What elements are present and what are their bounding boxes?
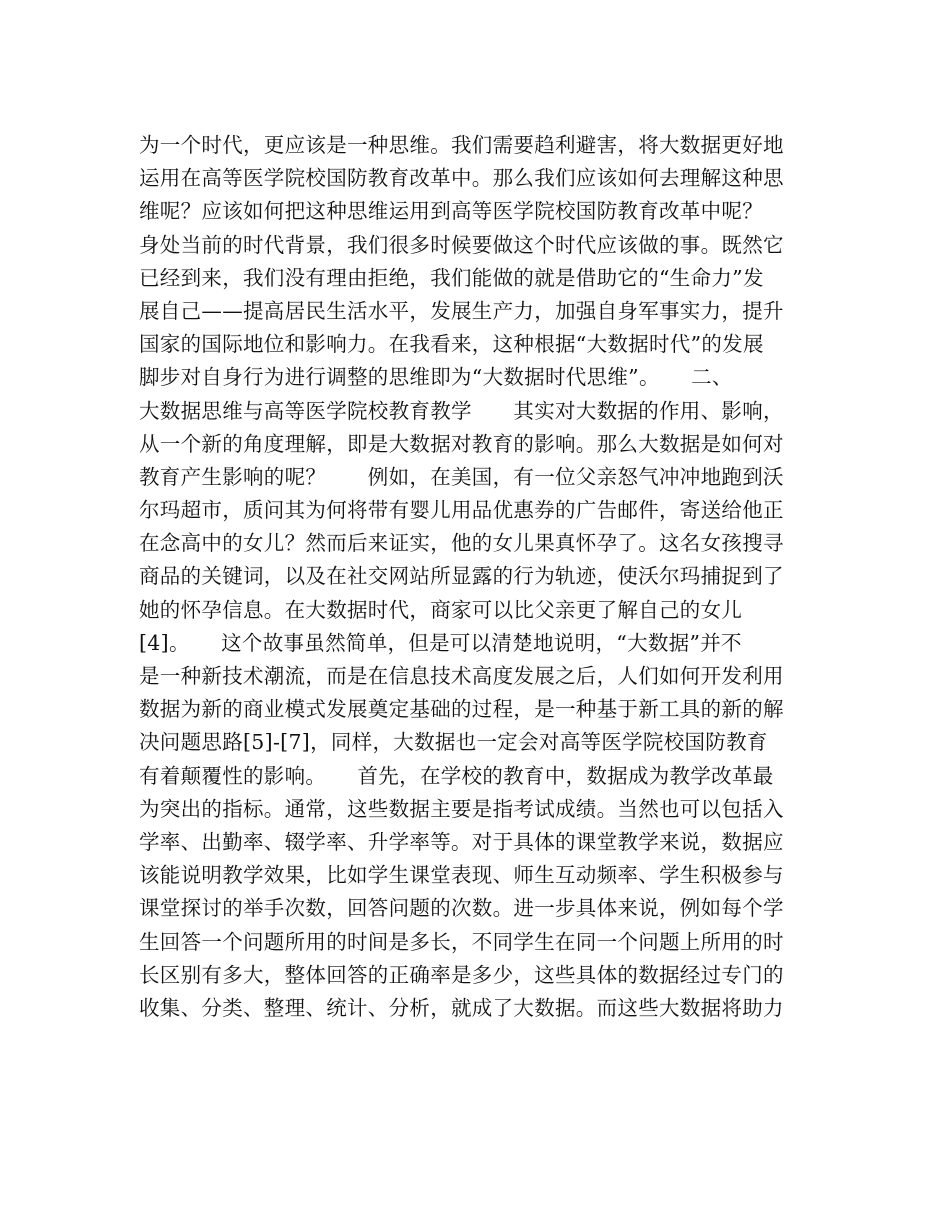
text-line-26: 长区别有多大，整体回答的正确率是多少，这些具体的数据经过专门的 (139, 962, 784, 987)
text-line-16: [4]。 这个故事虽然简单，但是可以清楚地说明，“大数据”并不 (139, 630, 742, 655)
text-line-17: 是一种新技术潮流，而是在信息技术高度发展之后，人们如何开发利用 (139, 664, 784, 688)
text-line-13: 在念高中的女儿？然而后来证实，他的女儿果真怀孕了。这名女孩搜寻 (139, 531, 784, 556)
text-line-20: 有着颠覆性的影响。 首先，在学校的教育中，数据成为教学改革最 (139, 763, 774, 788)
text-line-8: 脚步对自身行为进行调整的思维即为“大数据时代思维”。 二、 (139, 365, 733, 390)
text-line-11: 教育产生影响的呢？ 例如，在美国，有一位父亲怒气冲冲地跑到沃 (139, 464, 784, 489)
text-line-24: 课堂探讨的举手次数，回答问题的次数。进一步具体来说，例如每个学 (139, 896, 784, 921)
text-line-7: 国家的国际地位和影响力。在我看来，这种根据“大数据时代”的发展 (139, 332, 764, 357)
text-line-9: 大数据思维与高等医学院校教育教学 其实对大数据的作用、影响， (139, 398, 784, 423)
text-line-2: 运用在高等医学院校国防教育改革中。那么我们应该如何去理解这种思 (139, 166, 784, 191)
text-line-27: 收集、分类、整理、统计、分析，就成了大数据。而这些大数据将助力 (139, 995, 784, 1020)
text-line-12: 尔玛超市，质问其为何将带有婴儿用品优惠券的广告邮件，寄送给他正 (139, 498, 784, 523)
text-line-15: 她的怀孕信息。在大数据时代，商家可以比父亲更了解自己的女儿 (139, 597, 743, 622)
body-text (139, 130, 819, 1026)
text-line-14: 商品的关键词，以及在社交网站所显露的行为轨迹，使沃尔玛捕捉到了 (139, 564, 784, 589)
text-line-22: 学率、出勤率、辍学率、升学率等。对于具体的课堂教学来说，数据应 (139, 829, 784, 854)
text-line-3: 维呢？应该如何把这种思维运用到高等医学院校国防教育改革中呢？ (139, 199, 763, 224)
text-line-23: 该能说明教学效果，比如学生课堂表现、师生互动频率、学生积极参与 (139, 863, 784, 888)
text-line-10: 从一个新的角度理解，即是大数据对教育的影响。那么大数据是如何对 (139, 431, 784, 456)
text-line-4: 身处当前的时代背景，我们很多时候要做这个时代应该做的事。既然它 (139, 232, 784, 257)
text-line-6: 展自己——提高居民生活水平，发展生产力，加强自身军事实力，提升 (139, 298, 784, 323)
text-line-18: 数据为新的商业模式发展奠定基础的过程，是一种基于新工具的新的解 (139, 697, 784, 722)
text-line-25: 生回答一个问题所用的时间是多长，不同学生在同一个问题上所用的时 (139, 929, 784, 954)
text-line-21: 为突出的指标。通常，这些数据主要是指考试成绩。当然也可以包括入 (139, 796, 784, 821)
text-line-1: 为一个时代，更应该是一种思维。我们需要趋利避害，将大数据更好地 (139, 133, 784, 157)
text-line-19: 决问题思路[5]-[7]，同样，大数据也一定会对高等医学院校国防教育 (139, 730, 768, 755)
text-line-5: 已经到来，我们没有理由拒绝，我们能做的就是借助它的“生命力”发 (139, 265, 764, 290)
